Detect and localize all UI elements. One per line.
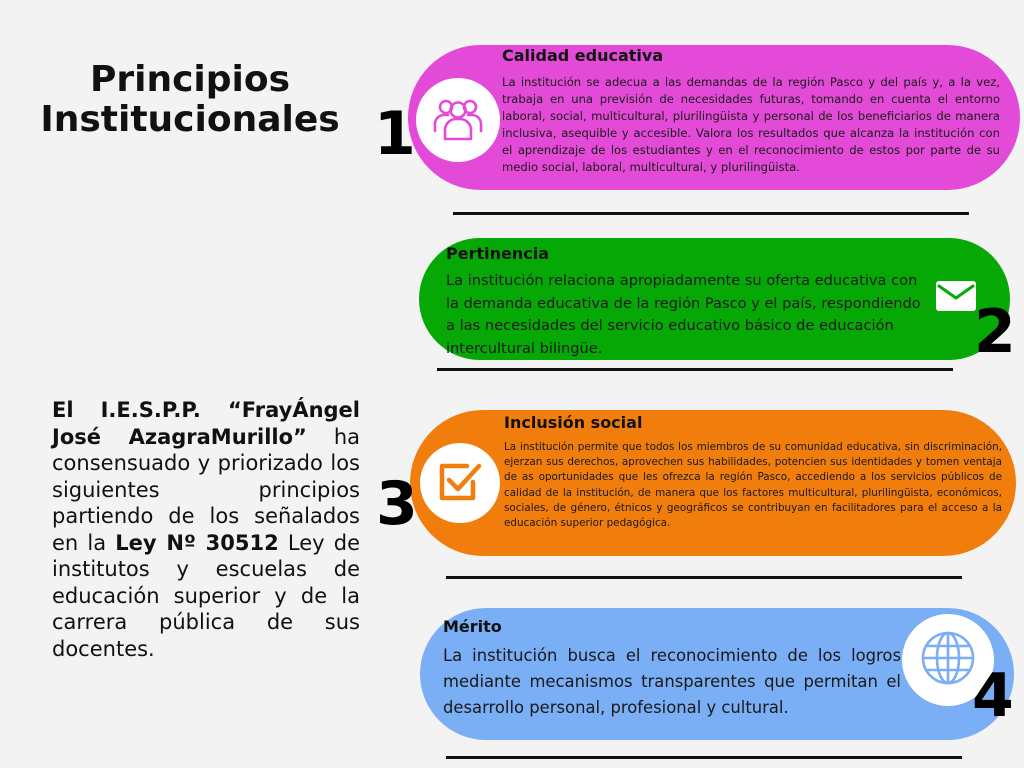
principle-card-4-title: Mérito [443, 617, 502, 636]
principle-card-2-text: La institución relaciona apropiadamente su oferta educativa con la demanda educativa de la región Pasco y el país, respondiendo a las necesidades del servicio educativo básico de educación intercultural bilingüe. [446, 272, 921, 357]
principle-card-4-text: La institución busca el reconocimiento de los logros mediante mecanismos transparentes que permitan el desarrollo personal, profesional y cultural. [443, 646, 901, 717]
globe-icon [920, 630, 976, 690]
principle-card-3-title: Inclusión social [504, 413, 643, 432]
divider-1 [453, 212, 969, 215]
divider-4 [446, 756, 962, 759]
principle-card-3-text: La institución permite que todos los miembros de su comunidad educativa, sin discriminación, ejerzan sus derechos, aprovechen sus habilidades, potencien sus identidades y tomen ventaja de as oportunidades que les ofrezca la región Pasco, accediendo a los servicios públicos de calidad de la institución, de manera que los factores multicultural, plurilingüista, económicos, sociales, de género, étnicos y geográficos se contribuyan en facilitadores para el acceso a la educación superior pedagógica. [504, 441, 1002, 530]
law-reference: Ley Nº 30512 [115, 530, 279, 555]
institution-name: El I.E.S.P.P. “FrayÁngel José AzagraMurillo” [52, 398, 360, 449]
divider-3 [446, 576, 962, 579]
principle-number-3: 3 [376, 469, 418, 539]
title-line-1: Principios [89, 59, 291, 100]
principle-card-1-icon-circle [416, 78, 500, 162]
principle-card-1-title: Calidad educativa [502, 46, 664, 65]
title-line-2: Institucionales [40, 99, 340, 140]
divider-2 [437, 368, 953, 371]
intro-paragraph [52, 397, 360, 662]
intro-text-1: ha consensuado y priorizado los siguientes principios partiendo de los señalados en la [52, 424, 361, 555]
principle-card-2-title: Pertinencia [446, 244, 549, 263]
principle-number-2: 2 [974, 297, 1016, 367]
principle-number-4: 4 [972, 661, 1014, 731]
intro-text-2: Ley de institutos y escuelas de educación superior y de la carrera pública de sus docentes. [52, 530, 360, 661]
principle-number-1: 1 [374, 99, 416, 169]
principle-card-3-icon-circle [420, 443, 500, 523]
principle-card-1-text: La institución se adecua a las demandas de la región Pasco y del país y, a la vez, trabaja en una previsión de necesidades futuras, tomando en cuenta el entorno laboral, social, multicultural, plurilingüista y personal de los beneficiarios de manera inclusiva, asequible y accesible. Valora los resultados que alcanza la institución con el aprendizaje de los estudiantes y en el reconocimiento de estos por parte de su medio social, laboral, multicultural, y plurilingüista. [502, 75, 1000, 174]
users-icon [431, 95, 485, 145]
mail-icon [935, 280, 977, 316]
checkbox-icon [437, 458, 483, 508]
page-title [40, 60, 340, 140]
